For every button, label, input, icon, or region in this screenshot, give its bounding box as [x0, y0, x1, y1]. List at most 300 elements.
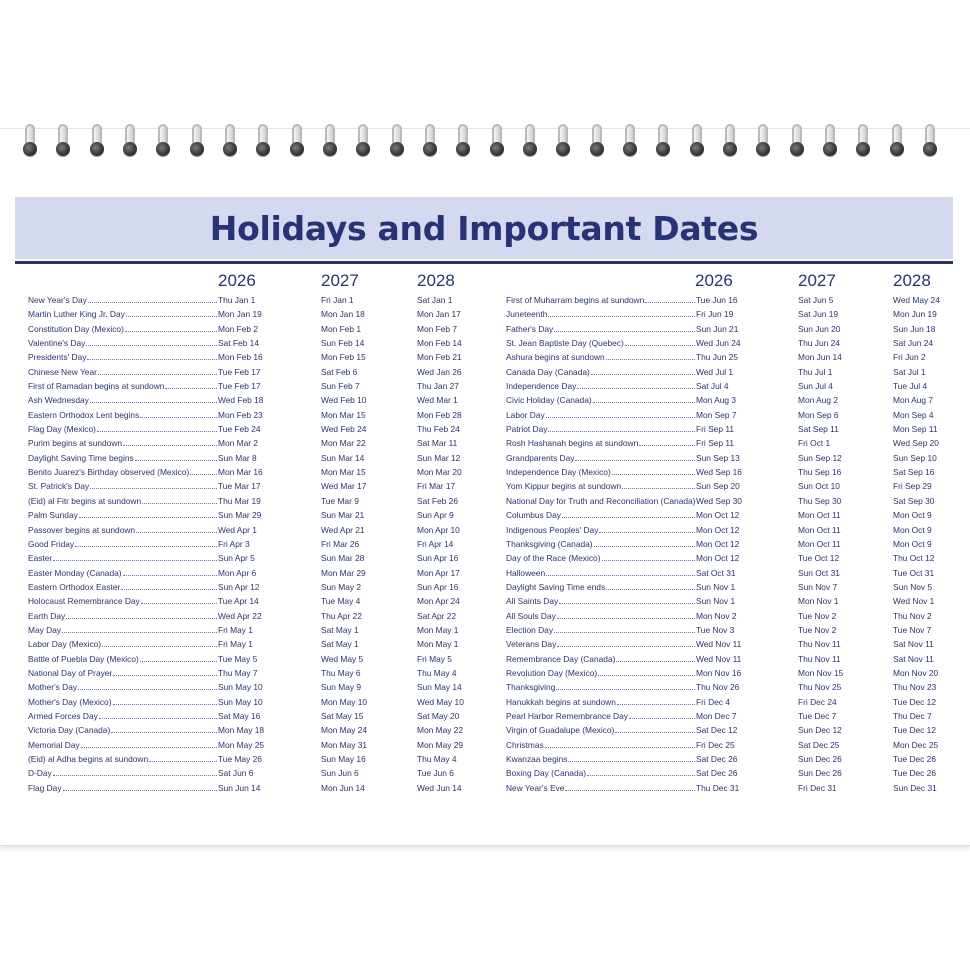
- holiday-date: Sun Oct 10: [798, 481, 840, 492]
- holiday-date: Mon Sep 4: [893, 409, 934, 420]
- leader-dots: [99, 718, 217, 719]
- holiday-date: Mon Mar 22: [321, 438, 366, 449]
- holiday-date: Mon Oct 9: [893, 538, 932, 549]
- holiday-date: Mon Feb 28: [417, 409, 462, 420]
- holiday-name: Ash Wednesday: [28, 395, 89, 406]
- holiday-date: Mon Apr 17: [417, 567, 460, 578]
- holiday-date: Mon Nov 20: [893, 667, 939, 678]
- leader-dots: [606, 359, 695, 360]
- holiday-name-row: [506, 566, 696, 580]
- holiday-date: Mon Mar 15: [321, 409, 366, 420]
- binding-ring: [689, 122, 705, 162]
- holiday-date: Thu Jan 1: [218, 295, 256, 305]
- holiday-date: Sun Mar 21: [321, 510, 365, 521]
- holiday-date: Mon Apr 6: [218, 567, 257, 578]
- holiday-date: Mon Oct 11: [798, 510, 841, 521]
- holiday-name: Independence Day (Mexico): [506, 467, 611, 478]
- holiday-name-row: [28, 408, 218, 422]
- holiday-date: Sun Oct 31: [798, 567, 840, 578]
- holiday-date: Mon Feb 14: [417, 338, 462, 349]
- holiday-name-row: [506, 766, 696, 780]
- holiday-date: Sun Apr 5: [218, 553, 255, 564]
- holiday-name: Columbus Day: [506, 510, 561, 521]
- holiday-date: Tue Nov 2: [798, 624, 837, 635]
- leader-dots: [594, 546, 695, 547]
- holiday-name-row: [28, 436, 218, 450]
- left-year-header-2028: 2028: [417, 271, 455, 290]
- holiday-date: Sat Nov 11: [893, 653, 934, 664]
- holiday-name-row: [506, 350, 696, 364]
- holiday-date: Thu Nov 23: [893, 682, 937, 693]
- leader-dots: [577, 388, 695, 389]
- holiday-date: Mon Dec 7: [696, 710, 737, 721]
- holiday-date: Fri Dec 4: [696, 696, 730, 707]
- holiday-date: Fri Dec 31: [798, 782, 837, 793]
- holiday-name: St. Patrick's Day: [28, 481, 90, 492]
- holiday-date: Sat Jan 1: [417, 295, 453, 305]
- holiday-date: Mon Sep 11: [893, 424, 938, 435]
- holiday-date: Sun Apr 16: [417, 581, 459, 592]
- holiday-date: Tue Dec 26: [893, 754, 936, 764]
- holiday-name: Holocaust Remembrance Day: [28, 596, 140, 607]
- leader-dots: [79, 517, 217, 518]
- holiday-date: Sun Feb 14: [321, 338, 365, 349]
- holiday-date: Thu May 7: [218, 667, 258, 678]
- leader-dots: [606, 589, 695, 590]
- leader-dots: [617, 704, 695, 705]
- holiday-name: Memorial Day: [28, 739, 80, 750]
- holiday-date: Wed Feb 24: [321, 424, 367, 435]
- holiday-name-row: [28, 350, 218, 364]
- holiday-date: Sun May 16: [321, 754, 366, 764]
- holiday-name: D-Day: [28, 768, 52, 779]
- holiday-date: Mon Sep 7: [696, 409, 737, 420]
- holiday-name-row: [506, 508, 696, 522]
- holiday-name-row: [28, 566, 218, 580]
- holiday-date: Tue Jul 4: [893, 381, 928, 392]
- holiday-date: Sat Mar 11: [417, 438, 458, 449]
- binding-ring: [822, 122, 838, 162]
- holiday-date: Sat May 1: [321, 624, 359, 635]
- holiday-name: Valentine's Day: [28, 338, 86, 349]
- holiday-name: Remembrance Day (Canada): [506, 653, 616, 664]
- holiday-date: Sat Jul 4: [696, 381, 729, 392]
- leader-dots: [113, 704, 217, 705]
- holiday-date: Fri May 5: [417, 653, 452, 664]
- holiday-name-row: [506, 293, 696, 307]
- right-dates-2027: [798, 293, 888, 795]
- holiday-name: Daylight Saving Time begins: [28, 452, 134, 463]
- left-year-header-2027: 2027: [321, 271, 359, 290]
- holiday-date: Mon Feb 15: [321, 352, 366, 363]
- holiday-name-row: [28, 695, 218, 709]
- holiday-date: Mon Jun 14: [321, 782, 365, 793]
- holiday-date: Sat May 1: [321, 639, 359, 650]
- holiday-name-row: [506, 365, 696, 379]
- holiday-date: Sun Dec 26: [798, 768, 842, 779]
- binding-ring: [755, 122, 771, 162]
- binding-ring: [389, 122, 405, 162]
- holiday-date: Sun Mar 12: [417, 452, 461, 463]
- holiday-name: Eastern Orthodox Lent begins: [28, 409, 140, 420]
- holiday-date: Mon Oct 9: [893, 524, 932, 535]
- leader-dots: [602, 560, 696, 561]
- holiday-name: May Day: [28, 624, 62, 635]
- left-year-header-2026: 2026: [218, 271, 256, 290]
- holiday-name-row: [28, 537, 218, 551]
- leader-dots: [599, 532, 695, 533]
- leader-dots: [568, 761, 695, 762]
- holiday-name: Yom Kippur begins at sundown: [506, 481, 622, 492]
- binding-ring: [322, 122, 338, 162]
- binding-ring: [855, 122, 871, 162]
- holiday-date: Sun Sep 12: [798, 452, 842, 463]
- holiday-date: Thu May 6: [321, 667, 361, 678]
- holiday-name: Kwanzaa begins: [506, 754, 568, 764]
- holiday-name: Christmas: [506, 739, 544, 750]
- holiday-name: Battle of Puebla Day (Mexico): [28, 653, 139, 664]
- holiday-date: Mon May 31: [321, 739, 368, 750]
- holiday-date: Sun May 10: [218, 682, 263, 693]
- holiday-name-row: [28, 623, 218, 637]
- holiday-name-row: [506, 322, 696, 336]
- holiday-name: New Year's Eve: [506, 782, 565, 793]
- holiday-name-row: [506, 652, 696, 666]
- holiday-date: Sat Feb 6: [321, 366, 358, 377]
- holiday-name-row: [28, 494, 218, 508]
- holiday-date: Wed Sep 30: [696, 495, 742, 506]
- holiday-date: Thu Nov 2: [893, 610, 932, 621]
- holiday-name: Presidents' Day: [28, 352, 87, 363]
- holiday-date: Mon Mar 15: [321, 467, 366, 478]
- holiday-name: Veterans Day: [506, 639, 557, 650]
- holiday-name-row: [28, 422, 218, 436]
- holiday-date: Sun Apr 9: [417, 510, 454, 521]
- holiday-date: Sat Dec 26: [696, 768, 738, 779]
- leader-dots: [136, 532, 217, 533]
- binding-ring: [222, 122, 238, 162]
- holiday-date: Sat Dec 25: [798, 739, 840, 750]
- holiday-date: Sun Nov 1: [696, 596, 736, 607]
- holiday-date: Tue Jun 6: [417, 768, 454, 779]
- leader-dots: [587, 775, 695, 776]
- holiday-name: Juneteenth: [506, 309, 548, 320]
- holiday-date: Sun Sep 10: [893, 452, 937, 463]
- leader-dots: [598, 675, 695, 676]
- holiday-date: Thu Jul 1: [798, 366, 833, 377]
- holiday-date: Tue Dec 7: [798, 710, 837, 721]
- holiday-name-row: [506, 494, 696, 508]
- holiday-name-row: [28, 752, 218, 766]
- holiday-date: Sun Jun 21: [696, 323, 739, 334]
- holiday-date: Thu Nov 25: [798, 682, 842, 693]
- holiday-name: All Souls Day: [506, 610, 556, 621]
- right-holiday-names: [506, 293, 696, 795]
- holiday-name: Boxing Day (Canada): [506, 768, 587, 779]
- leader-dots: [557, 646, 695, 647]
- holiday-date: Sun Jun 18: [893, 323, 936, 334]
- holiday-name: National Day for Truth and Reconciliation (Canada): [506, 495, 696, 506]
- holiday-name: Flag Day (Mexico): [28, 424, 96, 435]
- holiday-date: Mon Aug 2: [798, 395, 839, 406]
- holiday-date: Tue Dec 26: [893, 768, 936, 779]
- holiday-date: Mon May 1: [417, 624, 459, 635]
- holiday-name: Thanksgiving (Canada): [506, 538, 593, 549]
- holiday-name: First of Muharram begins at sundown: [506, 295, 645, 305]
- holiday-date: Mon May 10: [321, 696, 368, 707]
- holiday-date: Sat Dec 26: [696, 754, 738, 764]
- right-year-header-2027: 2027: [798, 271, 836, 290]
- holiday-date: Tue Mar 9: [321, 495, 359, 506]
- holiday-date: Thu Nov 11: [798, 639, 841, 650]
- holiday-date: Mon May 25: [218, 739, 265, 750]
- leader-dots: [645, 302, 695, 303]
- holiday-date: Mon Mar 29: [321, 567, 366, 578]
- left-holiday-names: [28, 293, 218, 795]
- binding-ring: [355, 122, 371, 162]
- holiday-name-row: [28, 479, 218, 493]
- left-dates-2027: [321, 293, 411, 795]
- holiday-name: Ashura begins at sundown: [506, 352, 605, 363]
- leader-dots: [149, 761, 217, 762]
- holiday-name-row: [506, 336, 696, 350]
- holiday-name-row: [28, 393, 218, 407]
- holiday-name: Hanukkah begins at sundown: [506, 696, 616, 707]
- holiday-date: Wed May 10: [417, 696, 464, 707]
- binding-ring: [122, 122, 138, 162]
- binding-ring: [655, 122, 671, 162]
- leader-dots: [545, 747, 695, 748]
- leader-dots: [612, 474, 695, 475]
- holiday-date: Wed May 24: [893, 295, 940, 305]
- binding-ring: [522, 122, 538, 162]
- holiday-name-row: [506, 479, 696, 493]
- holiday-name: Armed Forces Day: [28, 710, 98, 721]
- holiday-name-row: [506, 523, 696, 537]
- holiday-date: Wed Jun 14: [417, 782, 462, 793]
- holiday-date: Fri May 1: [218, 639, 253, 650]
- holiday-date: Fri Sep 11: [696, 438, 735, 449]
- leader-dots: [97, 431, 217, 432]
- holiday-name-row: [506, 465, 696, 479]
- holiday-name: Passover begins at sundown: [28, 524, 136, 535]
- holiday-name-row: [28, 680, 218, 694]
- holiday-name: Chinese New Year: [28, 366, 97, 377]
- binding-ring: [555, 122, 571, 162]
- holiday-date: Thu Oct 12: [893, 553, 935, 564]
- holiday-date: Mon Mar 2: [218, 438, 259, 449]
- holiday-date: Mon Nov 15: [798, 667, 844, 678]
- holiday-name-row: [28, 766, 218, 780]
- holiday-name: Independence Day: [506, 381, 577, 392]
- leader-dots: [140, 661, 217, 662]
- holiday-date: Mon Feb 1: [321, 323, 362, 334]
- holiday-date: Thu May 4: [417, 754, 457, 764]
- holiday-name-row: [28, 336, 218, 350]
- holiday-date: Thu Apr 22: [321, 610, 362, 621]
- leader-dots: [86, 345, 217, 346]
- holiday-date: Thu May 4: [417, 667, 457, 678]
- title-rule: [15, 261, 953, 264]
- leader-dots: [111, 732, 217, 733]
- leader-dots: [565, 790, 695, 791]
- holiday-date: Fri Sep 11: [696, 424, 735, 435]
- holiday-date: Tue Dec 12: [893, 696, 936, 707]
- holiday-date: Tue Oct 31: [893, 567, 935, 578]
- holiday-name: Revolution Day (Mexico): [506, 667, 598, 678]
- holiday-date: Tue Jun 16: [696, 295, 738, 305]
- holiday-date: Mon Apr 10: [417, 524, 460, 535]
- holiday-date: Mon Oct 9: [893, 510, 932, 521]
- holiday-name-row: [506, 379, 696, 393]
- holiday-date: Mon Feb 21: [417, 352, 462, 363]
- holiday-name: Virgin of Guadalupe (Mexico): [506, 725, 615, 736]
- holiday-name: Day of the Race (Mexico): [506, 553, 601, 564]
- holiday-date: Sat Sep 30: [893, 495, 935, 506]
- holiday-date: Sat Dec 12: [696, 725, 738, 736]
- holiday-date: Mon May 1: [417, 639, 459, 650]
- holiday-date: Fri Jun 2: [893, 352, 926, 363]
- holiday-date: Sat May 16: [218, 710, 261, 721]
- leader-dots: [165, 388, 217, 389]
- leader-dots: [78, 689, 217, 690]
- holiday-name: Martin Luther King Jr. Day: [28, 309, 125, 320]
- holiday-date: Wed Mar 1: [417, 395, 458, 406]
- holiday-name-row: [28, 781, 218, 795]
- leader-dots: [556, 689, 695, 690]
- holiday-date: Tue May 5: [218, 653, 258, 664]
- leader-dots: [66, 618, 217, 619]
- leader-dots: [629, 718, 695, 719]
- holiday-date: Mon May 24: [321, 725, 368, 736]
- holiday-date: Sun May 10: [218, 696, 263, 707]
- holiday-date: Mon Sep 6: [798, 409, 839, 420]
- leader-dots: [62, 632, 217, 633]
- holiday-name: New Year's Day: [28, 295, 87, 305]
- holiday-date: Sun Jul 4: [798, 381, 833, 392]
- holiday-date: Wed Feb 18: [218, 395, 264, 406]
- holiday-date: Wed Jan 26: [417, 366, 462, 377]
- leader-dots: [63, 790, 217, 791]
- holiday-name-row: [506, 436, 696, 450]
- holiday-date: Mon Oct 12: [696, 524, 740, 535]
- holiday-name: Pearl Harbor Remembrance Day: [506, 710, 628, 721]
- right-dates-2026: [696, 293, 791, 795]
- holiday-date: Mon Mar 20: [417, 467, 462, 478]
- holiday-date: Sat Feb 14: [218, 338, 259, 349]
- holiday-name-row: [28, 637, 218, 651]
- holiday-name: Purim begins at sundown: [28, 438, 123, 449]
- holiday-date: Tue Dec 12: [893, 725, 936, 736]
- holiday-date: Thu Nov 26: [696, 682, 740, 693]
- holiday-date: Mon May 18: [218, 725, 265, 736]
- holiday-date: Sun Sep 13: [696, 452, 740, 463]
- holiday-name-row: [506, 709, 696, 723]
- holiday-name: Rosh Hashanah begins at sundown: [506, 438, 639, 449]
- holiday-name-row: [506, 551, 696, 565]
- holiday-date: Thu Mar 19: [218, 495, 261, 506]
- holiday-name-row: [506, 623, 696, 637]
- holiday-name-row: [28, 551, 218, 565]
- holiday-date: Mon Oct 12: [696, 538, 740, 549]
- page-title: Holidays and Important Dates: [209, 208, 759, 248]
- holiday-name-row: [28, 594, 218, 608]
- holiday-date: Sat Jun 6: [218, 768, 254, 779]
- holiday-date: Fri Mar 26: [321, 538, 360, 549]
- binding-ring: [89, 122, 105, 162]
- holiday-date: Tue Apr 14: [218, 596, 259, 607]
- holiday-date: Thu Jun 24: [798, 338, 840, 349]
- holiday-date: Wed Nov 1: [893, 596, 935, 607]
- spiral-binding: [22, 122, 952, 162]
- holiday-date: Mon Mar 16: [218, 467, 263, 478]
- binding-ring: [189, 122, 205, 162]
- holiday-date: Sun Apr 12: [218, 581, 260, 592]
- leader-dots: [53, 775, 217, 776]
- holiday-name-row: [28, 738, 218, 752]
- holiday-name-row: [506, 738, 696, 752]
- holiday-date: Sat May 20: [417, 710, 460, 721]
- holiday-date: Sun Mar 28: [321, 553, 365, 564]
- holiday-name: Good Friday: [28, 538, 75, 549]
- holiday-name-row: [506, 307, 696, 321]
- binding-ring: [489, 122, 505, 162]
- holiday-name-row: [28, 379, 218, 393]
- leader-dots: [135, 460, 217, 461]
- leader-dots: [81, 747, 217, 748]
- leader-dots: [554, 331, 695, 332]
- holiday-date: Wed Sep 16: [696, 467, 742, 478]
- holiday-date: Thu Feb 24: [417, 424, 460, 435]
- holiday-name-row: [506, 537, 696, 551]
- holiday-date: Wed Jul 1: [696, 366, 734, 377]
- leader-dots: [546, 575, 695, 576]
- binding-ring: [22, 122, 38, 162]
- holiday-name-row: [506, 393, 696, 407]
- holiday-date: Mon Jan 17: [417, 309, 461, 320]
- binding-ring: [289, 122, 305, 162]
- holiday-date: Sat Oct 31: [696, 567, 736, 578]
- leader-dots: [548, 316, 695, 317]
- binding-ring: [789, 122, 805, 162]
- holiday-name-row: [506, 666, 696, 680]
- holiday-date: Sun Dec 31: [893, 782, 937, 793]
- holiday-date: Sun Nov 7: [798, 581, 838, 592]
- leader-dots: [557, 618, 695, 619]
- leader-dots: [591, 374, 695, 375]
- binding-ring: [55, 122, 71, 162]
- holiday-date: Wed Feb 10: [321, 395, 367, 406]
- holiday-name-row: [28, 580, 218, 594]
- holiday-name: Thanksgiving: [506, 682, 556, 693]
- leader-dots: [616, 661, 695, 662]
- holiday-date: Thu Nov 11: [798, 653, 841, 664]
- leader-dots: [593, 402, 695, 403]
- holiday-date: Mon Nov 16: [696, 667, 742, 678]
- leader-dots: [548, 431, 695, 432]
- holiday-name: Victoria Day (Canada): [28, 725, 111, 736]
- holiday-date: Sat Apr 22: [417, 610, 457, 621]
- leader-dots: [141, 603, 217, 604]
- binding-ring: [455, 122, 471, 162]
- holiday-date: Thu Jan 27: [417, 381, 459, 392]
- holiday-name: Grandparents Day: [506, 452, 575, 463]
- holiday-name: Eastern Orthodox Easter: [28, 581, 121, 592]
- right-year-header-2026: 2026: [695, 271, 733, 290]
- holiday-name: Palm Sunday: [28, 510, 78, 521]
- holiday-name: First of Ramadan begins at sundown: [28, 381, 165, 392]
- holiday-date: Mon Feb 23: [218, 409, 263, 420]
